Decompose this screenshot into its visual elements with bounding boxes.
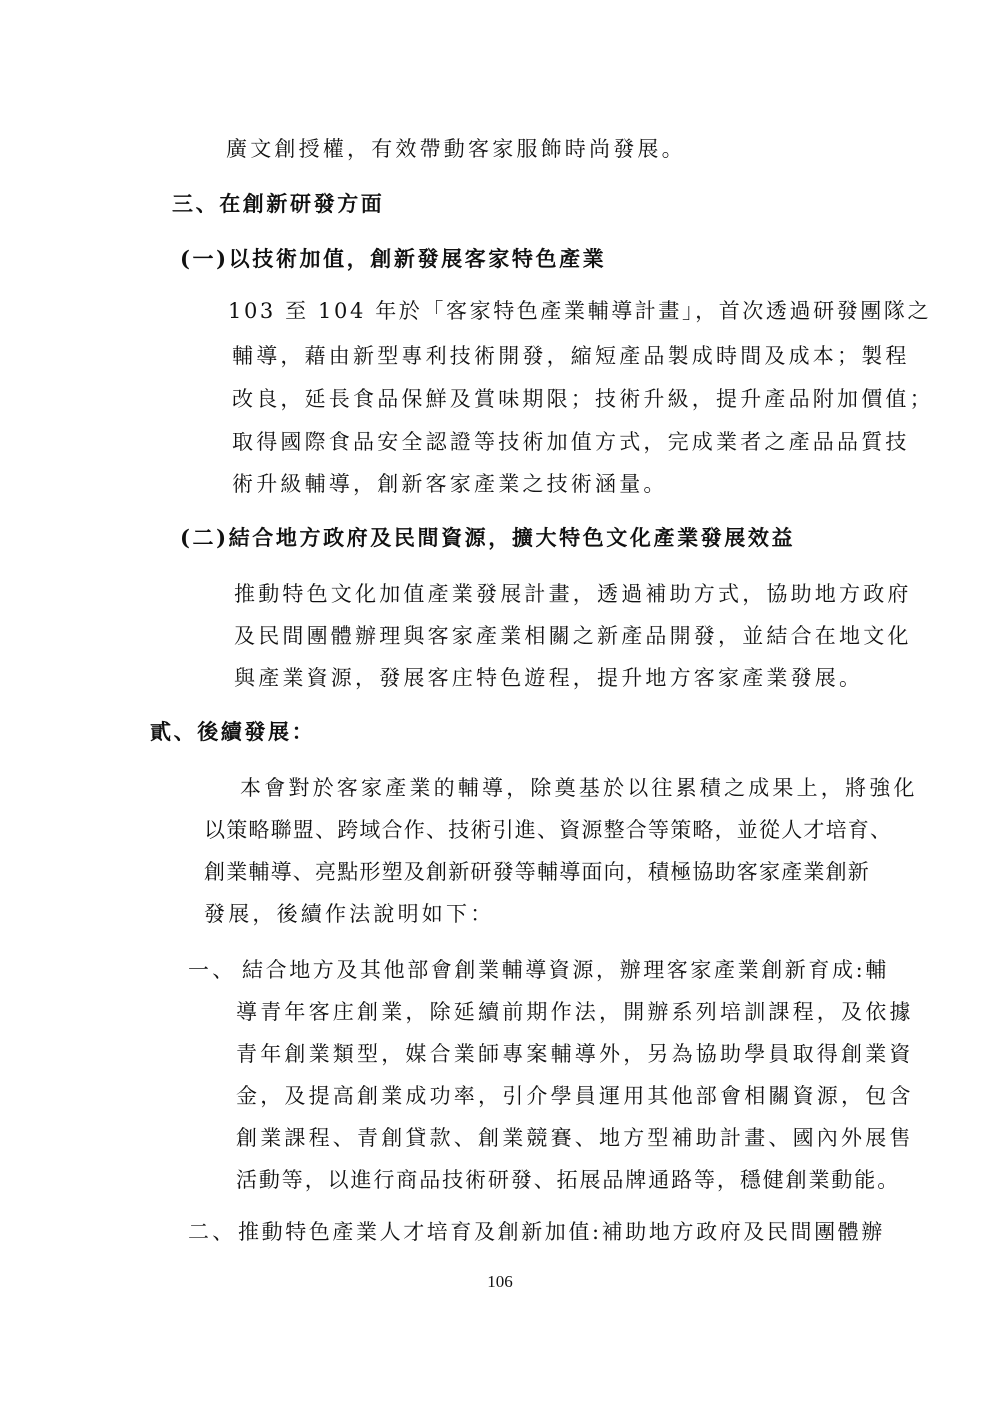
part-2-heading: 貳、後續發展：	[150, 719, 316, 744]
list-marker: 一、	[188, 958, 237, 982]
section-3-heading: 三、在創新研發方面	[172, 191, 385, 216]
paragraph-line: 取得國際食品安全認證等技術加值方式，完成業者之產品品質技	[232, 430, 910, 454]
paragraph-line: 本會對於客家產業的輔導，除奠基於以往累積之成果上，將強化	[240, 776, 918, 800]
paragraph-line: 活動等，以進行商品技術研發、拓展品牌通路等，穩健創業動能。	[236, 1168, 901, 1192]
paragraph-line: 改良，延長食品保鮮及賞味期限；技術升級，提升產品附加價值；	[232, 387, 934, 411]
intro-line: 廣文創授權，有效帶動客家服飾時尚發展。	[226, 137, 686, 161]
paragraph-line: 以策略聯盟、跨域合作、技術引進、資源整合等策略，並從人才培育、	[204, 818, 893, 842]
paragraph-line: 青年創業類型，媒合業師專案輔導外，另為協助學員取得創業資	[236, 1042, 914, 1066]
paragraph-line: 輔導，藉由新型專利技術開發，縮短產品製成時間及成本；製程	[232, 344, 910, 368]
list-marker: 二、	[188, 1220, 237, 1244]
paragraph-line: 創業課程、青創貸款、創業競賽、地方型補助計畫、國內外展售	[236, 1126, 914, 1150]
paragraph-line: 發展，後續作法說明如下：	[204, 902, 495, 926]
page-number: 106	[487, 1272, 513, 1291]
paragraph-line: 及民間團體辦理與客家產業相關之新產品開發，並結合在地文化	[234, 624, 912, 648]
subsection-1-heading: (一)以技術加值，創新發展客家特色產業	[180, 246, 607, 271]
paragraph-line: 103 至 104 年於「客家特色產業輔導計畫」，首次透過研發團隊之	[228, 299, 932, 323]
subsection-2-heading: (二)結合地方政府及民間資源，擴大特色文化產業發展效益	[180, 525, 796, 550]
paragraph-line: 創業輔導、亮點形塑及創新研發等輔導面向，積極協助客家產業創新	[204, 860, 870, 884]
paragraph-line: 推動特色文化加值產業發展計畫，透過補助方式，協助地方政府	[234, 582, 912, 606]
paragraph-line: 推動特色產業人才培育及創新加值:補助地方政府及民間團體辦	[238, 1220, 885, 1244]
paragraph-line: 導青年客庄創業，除延續前期作法，開辦系列培訓課程，及依據	[236, 1000, 914, 1024]
paragraph-line: 結合地方及其他部會創業輔導資源，辦理客家產業創新育成:輔	[242, 958, 889, 982]
paragraph-line: 金，及提高創業成功率，引介學員運用其他部會相關資源，包含	[236, 1084, 914, 1108]
paragraph-line: 術升級輔導，創新客家產業之技術涵量。	[232, 472, 668, 496]
paragraph-line: 與產業資源，發展客庄特色遊程，提升地方客家產業發展。	[234, 666, 864, 690]
